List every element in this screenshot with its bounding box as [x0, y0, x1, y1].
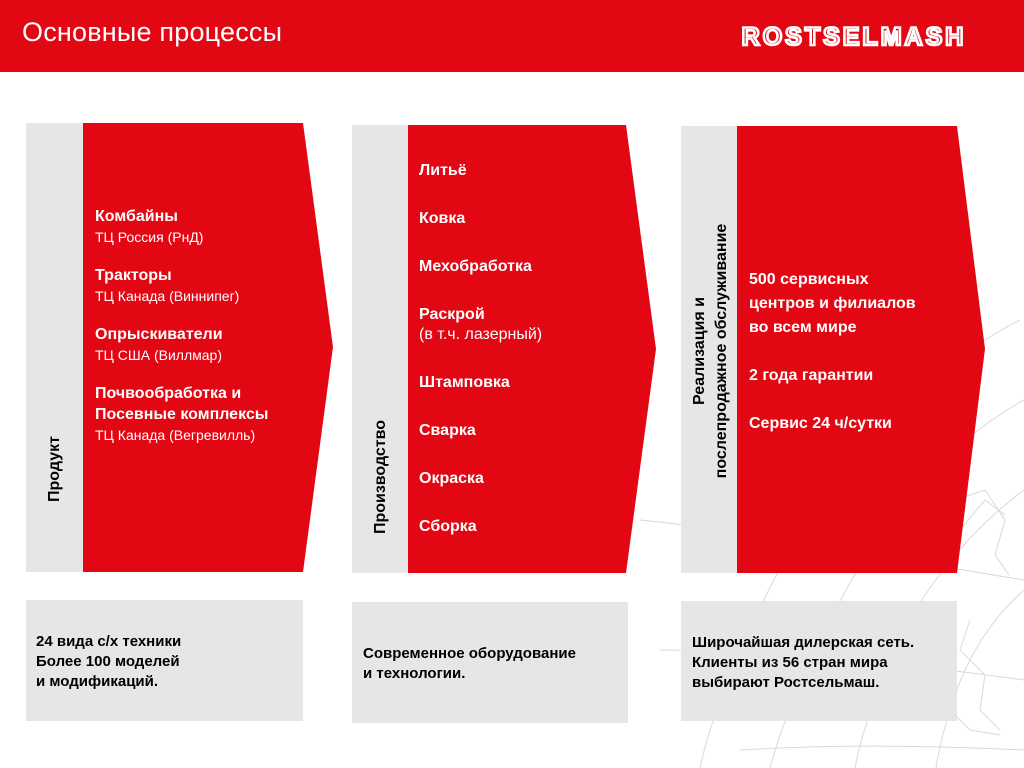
sales-label	[689, 224, 733, 479]
production-item: Раскрой	[419, 306, 485, 323]
production-list	[419, 161, 599, 537]
production-item-note: (в т.ч. лазерный)	[419, 326, 543, 343]
item-title: Комбайны	[95, 208, 178, 225]
product-label-strip	[26, 123, 84, 572]
product-item	[95, 265, 305, 307]
rostselmash-logo	[710, 22, 998, 50]
production-item: Ковка	[419, 210, 466, 227]
note-line: и технологии.	[363, 665, 466, 682]
product-note	[26, 600, 303, 721]
product-item	[95, 324, 305, 366]
product-label: Продукт	[46, 436, 63, 502]
item-sub: ТЦ Россия (РнД)	[95, 229, 204, 245]
sales-line: во всем мире	[749, 319, 857, 336]
production-item: Литьё	[419, 162, 467, 179]
sales-line: 500 сервисных	[749, 271, 869, 288]
item-title: Тракторы	[95, 267, 172, 284]
product-panel	[26, 123, 336, 572]
production-item: Сборка	[419, 518, 477, 535]
production-item: Штамповка	[419, 374, 510, 391]
note-line: 24 вида с/х техники	[36, 633, 182, 650]
item-sub: ТЦ Канада (Виннипег)	[95, 288, 240, 304]
product-list	[95, 206, 305, 463]
header-bar	[0, 0, 1024, 72]
page-title: Основные процессы	[22, 17, 283, 47]
product-item	[95, 383, 305, 446]
production-item: Мехобработка	[419, 258, 532, 275]
sales-note	[681, 601, 957, 721]
logo-text: ROSTSELMASH	[741, 23, 967, 50]
product-item	[95, 206, 305, 248]
production-label: Производство	[372, 419, 389, 535]
note-line: выбирают Ростсельмаш.	[692, 674, 880, 691]
note-line: Клиенты из 56 стран мира	[692, 654, 888, 671]
sales-label-line: Реализация и	[691, 297, 708, 405]
production-panel	[352, 125, 658, 573]
sales-label-line: послепродажное обслуживание	[713, 223, 730, 479]
item-sub: ТЦ США (Виллмар)	[95, 347, 222, 363]
item-sub: ТЦ Канада (Вегревилль)	[95, 427, 256, 443]
sales-line: центров и филиалов	[749, 295, 916, 312]
note-line: и модификаций.	[36, 673, 159, 690]
sales-list	[749, 268, 979, 436]
sales-line: 2 года гарантии	[749, 367, 874, 384]
item-title: Опрыскиватели	[95, 326, 223, 343]
note-line: Широчайшая дилерская сеть.	[692, 634, 915, 651]
production-item: Сварка	[419, 422, 476, 439]
item-title: Почвообработка и Посевные комплексы	[95, 385, 269, 423]
sales-service-panel	[681, 126, 987, 573]
note-line: Современное оборудование	[363, 645, 576, 662]
production-item: Окраска	[419, 470, 484, 487]
sales-line: Сервис 24 ч/сутки	[749, 415, 892, 432]
production-note	[352, 602, 628, 723]
note-line: Более 100 моделей	[36, 653, 180, 670]
